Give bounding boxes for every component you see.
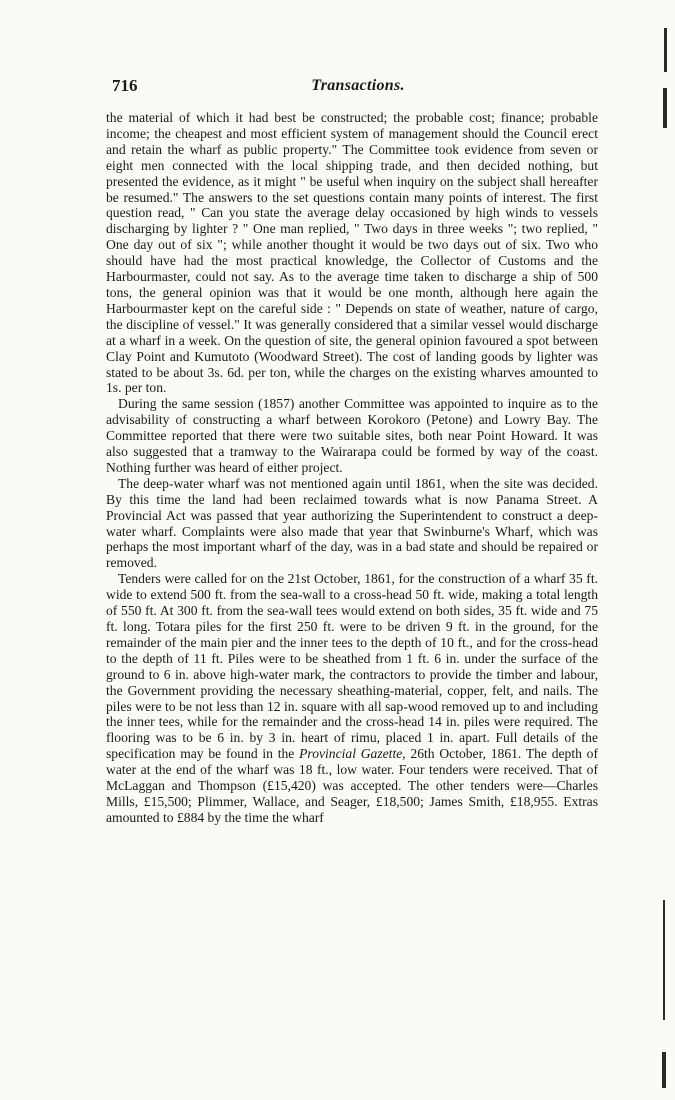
paragraph-text-tail: , 26th October, 1861. The depth of water at the end of the wharf was 18 ft., low water. Four tenders were received. That of McLaggan and Thompson (£15,420) was accepted. The other tenders were—Charles Mills, £15,500; Plimmer, Wallace, and Seager, £18,500; James Smith, £18,955. Extras amounted to £884 by the time the wharf [106, 746, 598, 825]
scan-edge-mark [663, 88, 667, 128]
paragraph: The deep-water wharf was not mentioned again until 1861, when the site was decided. By this time the land had been reclaimed towards what is now Panama Street. A Provincial Act was passed that year authorizing the Superintendent to construct a deep-water wharf. Complaints were also made that year that Swinburne's Wharf, which was perhaps the most important wharf of the day, was in a bad state and should be repaired or removed. [106, 475, 598, 571]
running-title: Transactions. [311, 77, 405, 94]
page-header [112, 76, 604, 98]
paragraph-text: Tenders were called for on the 21st October, 1861, for the construction of a wharf 35 ft. wide to extend 500 ft. from the sea-wall to a cross-head 50 ft. wide, making a total length of 550 ft. At 300 ft. from the sea-wall tees would extend on both sides, 35 ft. wide and 75 ft. long. Totara piles for the first 250 ft. were to be driven 9 ft. in the ground, for the remainder of the main pier and the inner tees to the depth of 10 ft., and for the cross-head to the depth of 11 ft. Piles were to be sheathed from 1 ft. 6 in. under the surface of the ground to 6 in. above high-water mark, the contractors to provide the timber and labour, the Government providing the necessary sheathing-material, copper, felt, and nails. The piles were to be not less than 12 in. square with all sap-wood removed up to and including the inner tees, while for the remainder and the cross-head 14 in. piles were required. The flooring was to be 6 in. by 3 in. heart of rimu, placed 1 in. apart. Full details of the specification may be found in the [106, 571, 598, 762]
body-text [106, 110, 598, 826]
paragraph [106, 571, 598, 826]
scan-edge-mark [664, 28, 667, 72]
page-number: 716 [112, 76, 138, 95]
paragraph-continued: the material of which it had best be constructed; the probable cost; finance; probable income; the cheapest and most efficient system of management should the Council erect and retain the wharf as public property." The Committee took evidence from seven or eight men connected with the local shipping trade, and then decided nothing, but presented the evidence, as it might " be useful when inquiry on the subject shall hereafter be resumed." The answers to the set questions contain many points of interest. The first question read, " Can you state the average delay occasioned by high winds to vessels discharging by lighter ? " One man replied, " Two days in three weeks "; two replied, " One day out of six "; while another thought it would be two days out of six. Two who should have had the most practical knowledge, the Collector of Customs and the Harbourmaster, could not say. As to the average time taken to discharge a ship of 500 tons, the general opinion was that it would be one month, although here again the Harbourmaster kept on the careful side : " Depends on state of weather, nature of cargo, the discipline of vessel." It was generally considered that a similar vessel would discharge at a wharf in a week. On the question of site, the general opinion favoured a spot between Clay Point and Kumutoto (Woodward Street). The cost of landing goods by lighter was stated to be about 3s. 6d. per ton, while the charges on the existing wharves amounted to 1s. per ton. [106, 110, 598, 396]
scan-edge-mark [662, 1052, 666, 1088]
scan-edge-mark [663, 900, 665, 1020]
paragraph: During the same session (1857) another Committee was appointed to inquire as to the advisability of constructing a wharf between Korokoro (Petone) and Lowry Bay. The Committee reported that there were two suitable sites, both near Point Howard. It was also suggested that a tramway to the Wairarapa could be formed by way of the coast. Nothing further was heard of either project. [106, 396, 598, 475]
gazette-reference: Provincial Gazette [299, 746, 403, 762]
